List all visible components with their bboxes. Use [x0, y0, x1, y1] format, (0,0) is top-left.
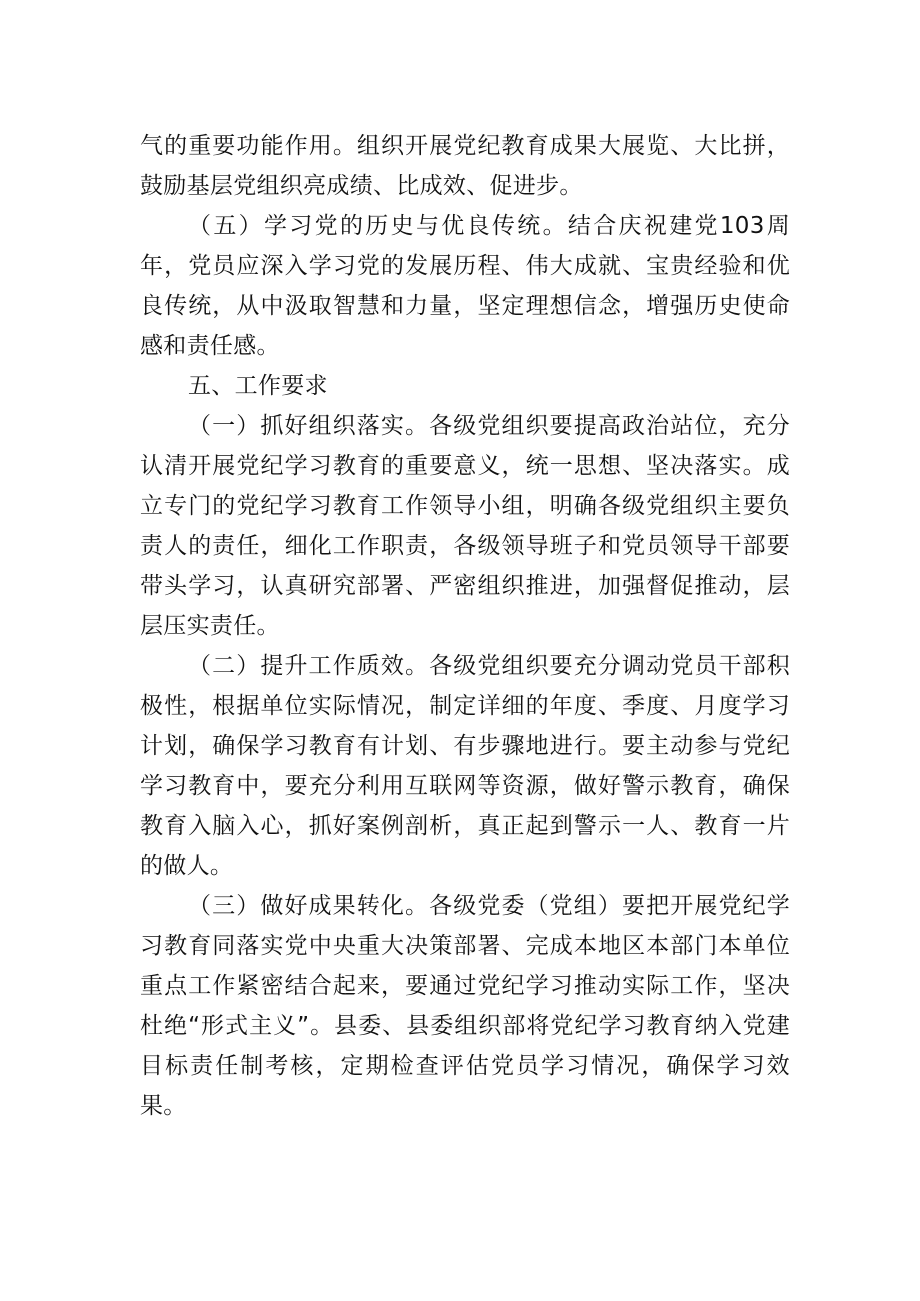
paragraph-organization: （一）抓好组织落实。各级党组织要提高政治站位，充分认清开展党纪学习教育的重要意义，统一思想、坚决落实。成立专门的党纪学习教育工作领导小组，明确各级党组织主要负责人的责任，细化工作职责，各级领导班子和党员领导干部要带头学习，认真研究部署、严密组织推进，加强督促推动，层层压实责任。 [140, 413, 790, 639]
document-body [140, 126, 790, 1126]
paragraph-continuation: 气的重要功能作用。组织开展党纪教育成果大展览、大比拼，鼓励基层党组织亮成绩、比成效、促进步。 [140, 133, 790, 199]
paragraph-history-tradition: （五）学习党的历史与优良传统。结合庆祝建党103周年，党员应深入学习党的发展历程、伟大成就、宝贵经验和优良传统，从中汲取智慧和力量，坚定理想信念，增强历史使命感和责任感。 [140, 213, 790, 359]
section-heading-work-requirements: 五、工作要求 [188, 373, 328, 399]
paragraph-quality: （二）提升工作质效。各级党组织要充分调动党员干部积极性，根据单位实际情况，制定详细的年度、季度、月度学习计划，确保学习教育有计划、有步骤地进行。要主动参与党纪学习教育中，要充分利用互联网等资源，做好警示教育，确保教育入脑入心，抓好案例剖析，真正起到警示一人、教育一片的做人。 [140, 653, 790, 879]
paragraph-results: （三）做好成果转化。各级党委（党组）要把开展党纪学习教育同落实党中央重大决策部署、完成本地区本部门本单位重点工作紧密结合起来，要通过党纪学习推动实际工作，坚决杜绝“形式主义”。县委、县委组织部将党纪学习教育纳入党建目标责任制考核，定期检查评估党员学习情况，确保学习效果。 [140, 893, 790, 1119]
